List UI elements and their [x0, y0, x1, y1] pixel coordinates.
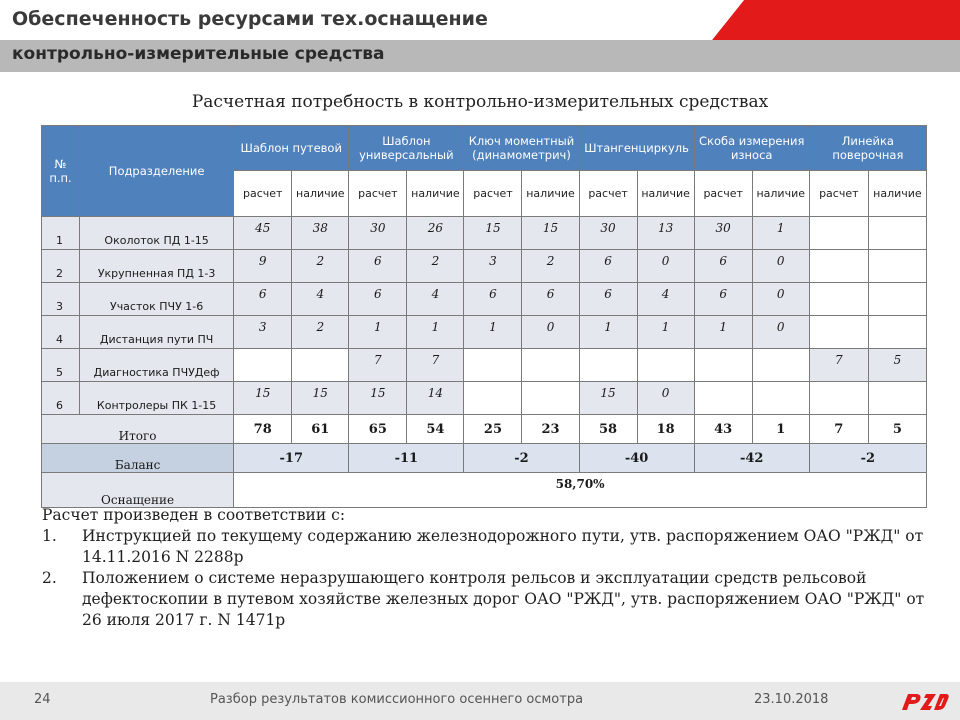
total-cell: 18 [637, 415, 694, 444]
table-cell: 1 [579, 316, 637, 349]
table-cell: 7 [349, 349, 407, 382]
subheader-calc: расчет [234, 171, 292, 217]
table-cell: 30 [349, 217, 407, 250]
balance-cell: -40 [579, 444, 694, 473]
title-accent-stripe [560, 0, 960, 40]
note-number: 2. [42, 569, 57, 587]
table-cell: 9 [234, 250, 292, 283]
header-group: Линейка поверочная [809, 126, 926, 171]
note-number: 1. [42, 527, 57, 545]
table-cell: 45 [234, 217, 292, 250]
table-cell: 6 [694, 283, 752, 316]
balance-row [42, 444, 927, 473]
footer-text: Разбор результатов комиссионного осеннего осмотра [210, 692, 584, 707]
row-department: Дистанция пути ПЧ [80, 316, 234, 349]
table-cell [868, 316, 926, 349]
table-cell: 3 [464, 250, 522, 283]
row-department: Диагностика ПЧУДеф [80, 349, 234, 382]
row-department: Контролеры ПК 1-15 [80, 382, 234, 415]
subheader-avail: наличие [292, 171, 349, 217]
table-cell: 0 [752, 250, 809, 283]
total-cell: 54 [407, 415, 464, 444]
table-cell: 1 [349, 316, 407, 349]
row-department: Укрупненная ПД 1-3 [80, 250, 234, 283]
table-cell: 6 [349, 250, 407, 283]
balance-label: Баланс [42, 444, 234, 473]
subheader-avail: наличие [637, 171, 694, 217]
equipment-label: Оснащение [42, 473, 234, 508]
page-subtitle: контрольно-измерительные средства [12, 44, 385, 64]
note-text: Положением о системе неразрушающего контроля рельсов и эксплуатации средств рельсовой дефектоскопии в путевом хозяйстве железных дорог ОАО "РЖД", утв. распоряжением ОАО "РЖД" от 26 июля 2017 г. N 1471р [82, 569, 925, 629]
table-cell: 15 [464, 217, 522, 250]
total-cell: 5 [868, 415, 926, 444]
page-title: Обеспеченность ресурсами тех.оснащение [12, 8, 488, 30]
page-number: 24 [34, 692, 51, 707]
table-cell: 6 [694, 250, 752, 283]
table-cell [868, 382, 926, 415]
table-cell: 7 [809, 349, 868, 382]
subheader-avail: наличие [752, 171, 809, 217]
table-cell: 4 [292, 283, 349, 316]
table-row [42, 283, 927, 316]
table-cell: 1 [637, 316, 694, 349]
table-cell [522, 349, 579, 382]
table-cell: 7 [407, 349, 464, 382]
table-cell: 15 [522, 217, 579, 250]
table-cell [809, 382, 868, 415]
subheader-avail: наличие [522, 171, 579, 217]
header-group: Штангенциркуль [579, 126, 694, 171]
table-cell [694, 382, 752, 415]
table-cell: 1 [752, 217, 809, 250]
table-cell [752, 349, 809, 382]
note-item [42, 568, 932, 631]
table-cell: 6 [234, 283, 292, 316]
table-cell: 0 [752, 316, 809, 349]
title-band [0, 0, 960, 40]
table-cell: 1 [407, 316, 464, 349]
table-cell [868, 283, 926, 316]
total-cell: 65 [349, 415, 407, 444]
table-row [42, 250, 927, 283]
table-cell [809, 217, 868, 250]
balance-cell: -42 [694, 444, 809, 473]
table-cell [809, 250, 868, 283]
total-cell: 78 [234, 415, 292, 444]
equipment-table [41, 125, 927, 508]
table-cell [868, 250, 926, 283]
table-cell: 2 [522, 250, 579, 283]
table-cell: 30 [579, 217, 637, 250]
table-cell: 1 [464, 316, 522, 349]
subheader-avail: наличие [868, 171, 926, 217]
note-item [42, 526, 932, 568]
header-group: Шаблон путевой [234, 126, 349, 171]
table-cell: 0 [522, 316, 579, 349]
table-cell: 15 [292, 382, 349, 415]
row-number: 6 [42, 382, 80, 415]
total-cell: 61 [292, 415, 349, 444]
table-row [42, 382, 927, 415]
table-cell: 30 [694, 217, 752, 250]
table-cell: 6 [579, 283, 637, 316]
table-cell: 4 [637, 283, 694, 316]
row-department: Околоток ПД 1-15 [80, 217, 234, 250]
footer [0, 682, 960, 720]
table-cell: 5 [868, 349, 926, 382]
table-cell [579, 349, 637, 382]
total-cell: 58 [579, 415, 637, 444]
table-title: Расчетная потребность в контрольно-измерительных средствах [191, 92, 769, 112]
table-cell [809, 316, 868, 349]
table-cell: 15 [579, 382, 637, 415]
total-cell: 25 [464, 415, 522, 444]
row-department: Участок ПЧУ 1-6 [80, 283, 234, 316]
table-cell [694, 349, 752, 382]
table-cell [752, 382, 809, 415]
notes [42, 505, 932, 631]
balance-cell: -2 [464, 444, 579, 473]
table-cell: 2 [292, 250, 349, 283]
table-cell: 0 [637, 250, 694, 283]
header-group: Скоба измерения износа [694, 126, 809, 171]
table-cell: 15 [234, 382, 292, 415]
subtitle-band [0, 40, 960, 72]
equipment-value: 58,70% [234, 473, 927, 508]
table-cell: 15 [349, 382, 407, 415]
table-cell [292, 349, 349, 382]
table-cell: 6 [579, 250, 637, 283]
table-row [42, 316, 927, 349]
row-number: 4 [42, 316, 80, 349]
table-cell [637, 349, 694, 382]
table-cell [809, 283, 868, 316]
table-cell: 3 [234, 316, 292, 349]
rzd-logo-icon [900, 690, 950, 712]
table-cell: 2 [292, 316, 349, 349]
equipment-row [42, 473, 927, 508]
subheader-calc: расчет [579, 171, 637, 217]
balance-cell: -2 [809, 444, 926, 473]
total-row [42, 415, 927, 444]
table-cell: 14 [407, 382, 464, 415]
table-cell: 2 [407, 250, 464, 283]
row-number: 5 [42, 349, 80, 382]
row-number: 3 [42, 283, 80, 316]
table-cell: 0 [637, 382, 694, 415]
balance-cell: -11 [349, 444, 464, 473]
row-number: 2 [42, 250, 80, 283]
table-row [42, 217, 927, 250]
subheader-avail: наличие [407, 171, 464, 217]
table-cell [522, 382, 579, 415]
table-cell [464, 382, 522, 415]
table-cell: 38 [292, 217, 349, 250]
table-cell: 26 [407, 217, 464, 250]
table-cell [234, 349, 292, 382]
table-cell: 1 [694, 316, 752, 349]
subheader-calc: расчет [464, 171, 522, 217]
subheader-calc: расчет [694, 171, 752, 217]
table-cell: 6 [464, 283, 522, 316]
row-number: 1 [42, 217, 80, 250]
table-cell [868, 217, 926, 250]
table-cell: 6 [522, 283, 579, 316]
balance-cell: -17 [234, 444, 349, 473]
subheader-calc: расчет [349, 171, 407, 217]
header-group: Шаблон универсальный [349, 126, 464, 171]
note-text: Инструкцией по текущему содержанию железнодорожного пути, утв. распоряжением ОАО "РЖД" от 14.11.2016 N 2288р [82, 527, 924, 566]
total-label: Итого [42, 415, 234, 444]
table-cell: 4 [407, 283, 464, 316]
table-cell [464, 349, 522, 382]
table-cell: 13 [637, 217, 694, 250]
header-num: № п.п. [42, 126, 80, 217]
total-cell: 7 [809, 415, 868, 444]
footer-date: 23.10.2018 [754, 692, 829, 707]
total-cell: 43 [694, 415, 752, 444]
subheader-calc: расчет [809, 171, 868, 217]
header-department: Подразделение [80, 126, 234, 217]
total-cell: 1 [752, 415, 809, 444]
table-row [42, 349, 927, 382]
table-cell: 6 [349, 283, 407, 316]
total-cell: 23 [522, 415, 579, 444]
header-group: Ключ моментный (динамометрич) [464, 126, 579, 171]
table-cell: 0 [752, 283, 809, 316]
notes-intro: Расчет произведен в соответствии с: [42, 506, 346, 524]
